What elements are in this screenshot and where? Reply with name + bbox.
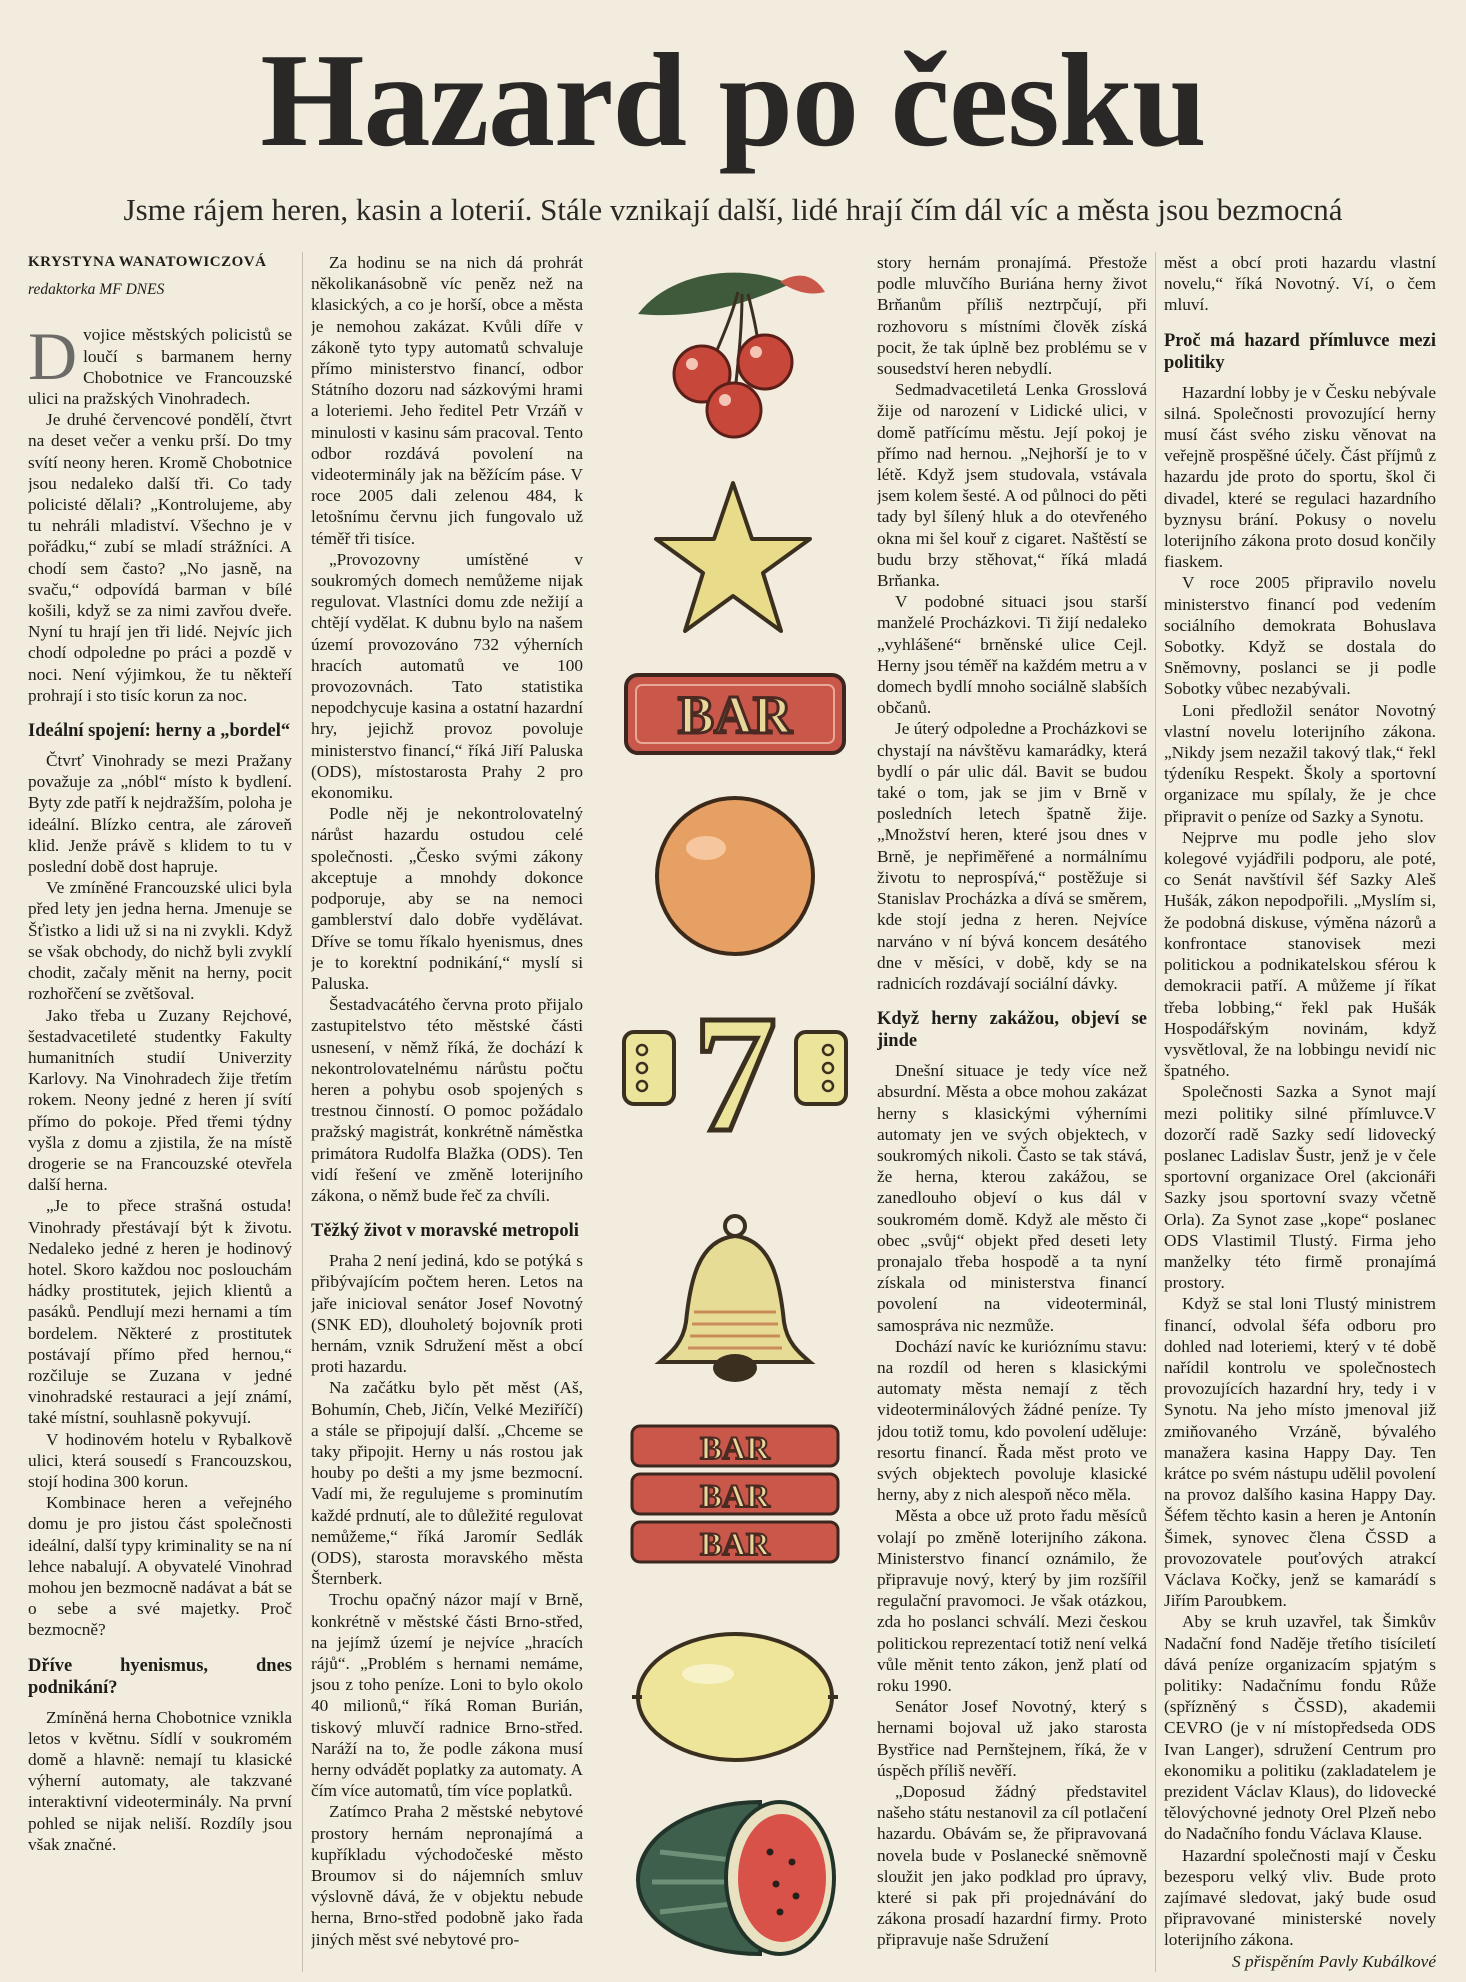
paragraph: Za hodinu se na nich dá prohrát několikanásobně víc peněz než na klasických, a co je horší, obce a města je nemohou zakázat. Kvůli díře v zákoně tyto typy automatů schvaluje přímo ministerstvo financí, odbor Státního dozoru nad sázkovými hrami a loteriemi. Jeho ředitel Petr Vrzáň v minulosti v kasinu sám pracoval. Tento odbor rozdává povolení na videoterminály jak na běžícím páse. V roce 2005 dali zelenou 484, k letošnímu červnu jich fungovalo už téměř tři tisíce. (311, 253, 583, 548)
paragraph: Podle něj je nekontrolovatelný nárůst hazardu ostudou celé společnosti. „Česko svými zákony akceptuje a mnohdy dokonce podporuje, aby se na nemoci gamblerství dalo dobře vydělávat. Dříve se tomu říkalo hyenismus, dnes je to korektní podnikání,“ myslí si Paluska. (311, 804, 583, 993)
cherry (738, 335, 792, 389)
paragraph: Dnešní situace je tedy více než absurdní. Města a obce mohou zakázat herny s klasickými výherními automaty jen ve svých objektech, v soukromých nikoli. Často se tak stává, že herna, kterou zakážou, se zanedlouho objeví o kus dál v soukromém domě. Když ale město či obec „svůj“ objekt před deseti lety pronajalo třeba hospodě a ta nyní získala od ministerstva financí povolení na videoterminál, samospráva nic nezmůže. (877, 1061, 1147, 1335)
paragraph: měst a obcí proti hazardu vlastní novelu,“ říká Novotný. Ví, o čem mluví. (1164, 253, 1436, 315)
paragraph: Kombinace heren a veřejného domu je pro jistou část společnosti ideální, další typy kriminality se na ní lehce nabalují. A obyvatelé Vinohrad mohou jen bezmocně nadávat a bát se o sebe a své majetky. Proč bezmocně? (28, 1493, 292, 1640)
paragraph: Trochu opačný názor mají v Brně, konkrétně v městské části Brno-střed, na jejímž území je nejvíce „hracích rájů“. „Problém s hernami nemáme, jsou z toho peníze. Loni to bylo okolo 40 milionů,“ říká Roman Burián, tiskový mluvčí radnice Brno-střed. Naráží na to, že podle zákona musí herny odvádět poplatky za automaty. A čím více automatů, tím více poplatků. (311, 1590, 583, 1801)
column-4 (1164, 252, 1436, 1972)
paragraph: „Provozovny umístěné v soukromých domech nemůžeme nijak regulovat. Vlastníci domu zde nežijí a chtějí vydělat. K dubnu bylo na našem území provozováno 732 výherních hracích automatů ve 100 provozovnách. Tato statistika nepodchycuje kasina a ostatní hazardní hry, jejichž provoz povoluje ministerstvo financí,“ říká Jiří Paluska (ODS), místostarosta Prahy 2 pro ekonomiku. (311, 549, 583, 803)
paragraph: story hernám pronajímá. Přestože podle mluvčího Buriána herny život Brňanům příliš neztrpčují, při rozhovoru s místními člověk získá pocit, že tak úplně bez problému se v sousedství heren nebydlí. (877, 253, 1147, 379)
section-heading: Proč má hazard přímluvce mezi politiky (1164, 330, 1436, 373)
triple-bar-icon (628, 1422, 842, 1572)
author-role: redaktorka MF DNES (28, 281, 165, 299)
section-heading: Když herny zakážou, objeví se jinde (877, 1009, 1147, 1052)
subheadline: Jsme rájem heren, kasin a loterií. Stále vznikají další, lidé hrají čím dál víc a města jsou bezmocná (123, 192, 1343, 227)
cherries-icon (630, 262, 840, 442)
cherry (707, 383, 761, 437)
watermelon-icon (630, 1792, 840, 1962)
star-icon (648, 477, 818, 647)
paragraph: V podobné situaci jsou starší manželé Procházkovi. Ti žijí nedaleko „vyhlášené“ brněnské ulice Cejl. Herny jsou téměř na každém metru a v domech bydlí mnoho sociálně slabších občanů. (877, 592, 1147, 718)
seven-label: 7 (693, 992, 777, 1142)
paragraph: Nejprve mu podle jeho slov kolegové vyjádřili podporu, ale poté, co Senát navštívil šéf Sazky Aleš Hušák, zákon nepodpořili. „Myslím si, že podobná diskuse, výměna názorů a konfrontace stanovisek mezi politickou a podnikatelskou sférou k demokracii patří. A můžeme jí říkat třeba lobbing,“ řekl pak Hušák Hospodářským novinám, když vysvětloval, že na lobbingu nevidí nic špatného. (1164, 827, 1436, 1081)
section-heading: Ideální spojení: herny a „bordel“ (28, 721, 291, 742)
seven-icon (620, 992, 850, 1142)
bar-label: BAR (700, 1527, 770, 1563)
paragraph: Aby se kruh uzavřel, tak Šimkův Nadační fond Naděje třetího tisíciletí dává peníze organizacím spjatým s politiky: Nadačnímu fondu Růže (spřízněný s ČSSD), akademii CEVRO (je v ní místopředseda ODS Ivan Langer), sdružení Centrum pro ekonomiku a politiku (zakladatelem je prezident Václav Klaus), do lidovecké tělovýchovné jednoty Orel Plzeň nebo do Nadačního fondu Václava Klause. (1164, 1612, 1436, 1844)
section-heading: Dříve hyenismus, dnes podnikání? (28, 1655, 292, 1698)
paragraph: V roce 2005 připravilo novelu ministerstvo financí pod vedením sociálního demokrata Bohuslava Sobotky. Když se dostala do Sněmovny, poslanci se ji podle Sobotky vůbec nezabývali. (1164, 573, 1436, 699)
paragraph: Města a obce už proto řadu měsíců volají po změně loterijního zákona. Ministerstvo financí oznámilo, že připravuje nový, který by jim rozšířil regulační pravomoci. Je však otázkou, zda ho poslanci schválí. Mezi českou politickou reprezentací totiž není velká vůle měnit tento zákon, jenž platí od roku 1990. (877, 1506, 1147, 1695)
lemon-icon (628, 1622, 842, 1772)
paragraph: Šestadvacátého června proto přijalo zastupitelstvo této městské části usnesení, v němž říká, že dochází k nekontrolovatelnému nárůstu počtu heren a pohybu osob spojených s trestnou činností. O pomoc požádalo pražský magistrát, konkrétně náměstka primátora Rudolfa Blažka (ODS). Ten vidí řešení ve změně loterijního zákona, o němž bude řeč za chvíli. (311, 995, 583, 1205)
paragraph: Čtvrť Vinohrady se mezi Pražany považuje za „nóbl“ místo k bydlení. Byty zde patří k nejdražším, poloha je ideální. Blízko centra, ale zároveň klid. Jenže právě s klidem to tu v poslední době dost hapruje. (28, 751, 292, 877)
paragraph: Senátor Josef Novotný, který s hernami bojoval už jako starosta Bystřice nad Pernštejnem, říká, že v úspěch příliš nevěří. (877, 1697, 1147, 1780)
drop-cap: D (28, 318, 78, 395)
paragraph: Hazardní společnosti mají v Česku bezesporu velký vliv. Bude proto zajímavé sledovat, jaký bude osud připravované ministerské novely loterijního zákona. (1164, 1845, 1436, 1950)
paragraph: Loni předložil senátor Novotný vlastní novelu loterijního zákona. „Nikdy jsem nezažil takový tlak,“ řekl týdeníku Respekt. Školy a sportovní organizace mu spílaly, že je chce připravit o peníze od Sazky a Synotu. (1164, 700, 1436, 826)
author-name: KRYSTYNA WANATOWICZOVÁ (28, 254, 267, 270)
paragraph: „Je to přece strašná ostuda! Vinohrady přestávají být k životu. Nedaleko jedné z heren je hodinový hotel. Skoro každou noc poslouchám hádky prostitutek, jejich klientů a pasáků. Pendlují mezi hernami a tím bordelem. Některé z prostitutek postávají přímo před hernou,“ rozčiluje se Zuzana v jedné vinohradské restauraci a její známí, také místní, souhlasně pokyvují. (28, 1196, 292, 1428)
paragraph: „Doposud žádný představitel našeho státu nestanovil za cíl potlačení hazardu. Obávám se, že připravovaná novela bude v Poslanecké sněmovně sloužit jen jako podklad pro úpravy, které si pak při projednávání do zákona prosadí hazardní firmy. Proto připravuje naše Sdružení (877, 1782, 1147, 1950)
bar-label: BAR (700, 1479, 770, 1515)
paragraph: Společnosti Sazka a Synot mají mezi politiky silné přímluvce.V dozorčí radě Sazky sedí lidovecký poslanec Ladislav Šustr, jenž je v čele sportovní organizace Orel (akcionáři Sazky jsou sportovní svazy včetně Orla). Za Synot zase „kope“ poslanec ODS Vlastimil Tlustý. Firma jeho manželky této firmě pronajímá prostory. (1164, 1082, 1436, 1293)
paragraph: Je úterý odpoledne a Procházkovi se chystají na návštěvu kamarádky, která bydlí o pár ulic dál. Bavit se budou také o tom, jak se jim v Brně v posledních letech špatně žije. „Množství heren, které jsou dnes v Brně, je nepřiměřené a normálnímu životu to neprospívá,“ postěžuje si Stanislav Procházka a dívá se směrem, kde stojí jedna z heren. Nejvíce narváno v ní bývá koncem desátého dne v měsíci, v době, kdy se na radnicích rozdávají sociální dávky. (877, 719, 1147, 993)
lead-paragraph (28, 318, 292, 409)
paragraph: Je druhé červencové pondělí, čtvrt na deset večer a venku prší. Do tmy svítí neony heren. Kromě Chobotnice jsou nedaleko další tři. Co tady policisté dělali? „Kontrolujeme, aby tu nehráli mladiství. Všechno je v pořádku,“ zubí se mladí strážníci. A chodí sem často? „No jasně, na svaču,“ odpovídá barman v bílé košili, když se za nimi zavřou dveře. Nyní tu hrají jen tři lidé. Nejvíc jich chodí odpoledne po práci a pozdě v noci. Není výjimkou, že tu někteří prohrají i sto tisíc korun za noc. (28, 410, 292, 705)
credit-line: S přispěním Pavly Kubálkové (1232, 1951, 1436, 1971)
paragraph: Když se stal loni Tlustý ministrem financí, odvolal šéfa odboru pro dohled nad loteriemi, který v té době nařídil kontrolu ve společnostech provozujících hazardní hry, tedy i v Synotu. Na jeho místo jmenoval již zmiňovaného Vrzáně, bývalého manažera kasina Happy Day. Ten krátce po svém nástupu udělil povolení na provoz dalšího kasina Happy Day. Šéfem těchto kasin a heren je Antonín Šimek, synovec člena ČSSD a provozovatele pouťových atrakcí Václava Kočky, jenž se kamarádí s Jiřím Paroubkem. (1164, 1294, 1436, 1611)
column-2 (311, 252, 583, 1972)
paragraph: Zmíněná herna Chobotnice vznikla letos v květnu. Sídlí v soukromém domě a hlavně: nemají tu klasické výherní automaty, ale takzvané interaktivní videoterminály. Na první pohled se nijak neliší. Rozdíly jsou však značné. (28, 1707, 292, 1854)
cherry-leaf (638, 273, 790, 316)
headline: Hazard po česku (260, 26, 1206, 174)
column-rule (302, 252, 303, 1972)
bell-icon (650, 1212, 820, 1392)
orange-icon (640, 790, 830, 960)
bar-label: BAR (677, 685, 793, 745)
lead-text: vojice městských policistů se loučí s barmanem herny Chobotnice ve Francouzské ulici na pražských Vinohradech. (28, 325, 292, 409)
paragraph: Na začátku bylo pět měst (Aš, Bohumín, Cheb, Jičín, Velké Meziříčí) a stále se připojují další. „Chceme se taky připojit. Herny u nás rostou jak houby po dešti a my jsme bezmocní. Vadí mi, že regulujeme s prominutím každé prdnutí, ale to důležité regulovat nemůžeme,“ říká Jaromír Sedlák (ODS), starosta moravského města Šternberk. (311, 1378, 583, 1589)
column-rule (1155, 252, 1156, 1972)
paragraph: Jako třeba u Zuzany Rejchové, šestadvacetileté studentky Fakulty humanitních studií Univerzity Karlovy. Na Vinohradech žije třetím rokem. Neony jedné z heren jí svítí přímo do pokoje. Před třemi týdny vyšla z domu a zjistila, že na místě drogerie se na Francouzské otevřela další herna. (28, 1005, 292, 1195)
bar-label: BAR (700, 1431, 770, 1467)
paragraph: Zatímco Praha 2 městské nebytové prostory hernám nepronajímá a kupříkladu východočeské město Broumov si do nájemních smluv výslovně dává, že v objektu nebude herna, Brno-střed podobně jako řada jiných měst své nebytové pro- (311, 1802, 583, 1949)
column-1 (28, 252, 292, 1972)
paragraph: Dochází navíc ke kurióznímu stavu: na rozdíl od heren s klasickými automaty města nemají z těch videoterminálových žádné peníze. Ty jdou totiž tomu, kdo povolení uděluje: resortu financí. Řada měst proto ve svých objektech povoluje klasické herny, aby z nich alespoň něco měla. (877, 1336, 1147, 1505)
column-3 (877, 252, 1147, 1972)
paragraph: Praha 2 není jediná, kdo se potýká s přibývajícím počtem heren. Letos na jaře inicioval senátor Josef Novotný (SNK ED), dlouholetý bojovník proti hernám, vznik Sdružení měst a obcí proti hazardu. (311, 1251, 583, 1377)
paragraph: Hazardní lobby je v Česku nebývale silná. Společnosti provozující herny musí část svého zisku věnovat na veřejně prospěšné účely. Část příjmů z hazardu jde proto do sportu, škol či divadel, které se regulaci hazardního byznysu brání. Pokusy o novelu loterijního zákona proto dosud končily fiaskem. (1164, 382, 1436, 572)
paragraph: Sedmadvacetiletá Lenka Grosslová žije od narození v Lidické ulici, v domě patřícímu městu. Její pokoj je přímo nad hernou. „Nejhorší je to v létě. Když jsem studovala, vstávala jsem kolem šesté. A od půlnoci do pěti tady byl šílený hluk a do otevřeného okna mi šel kouř z cigaret. Naštěstí se budu brzy stěhovat,“ říká mladá Brňanka. (877, 380, 1147, 591)
section-heading: Těžký život v moravské metropoli (311, 1221, 579, 1242)
paragraph: V hodinovém hotelu v Rybalkově ulici, která sousedí s Francouzskou, stojí hodina 300 korun. (28, 1429, 292, 1491)
paragraph: Ve zmíněné Francouzské ulici byla před lety jen jedna herna. Jmenuje se Šťistko a lidi už si na ni zvykli. Když se však obchody, do nichž byli zvyklí chodit, začaly měnit na herny, pocit rozhořčení se zvětšoval. (28, 878, 292, 1004)
bar-icon (622, 669, 848, 759)
slot-symbols-illustration (600, 252, 870, 1972)
